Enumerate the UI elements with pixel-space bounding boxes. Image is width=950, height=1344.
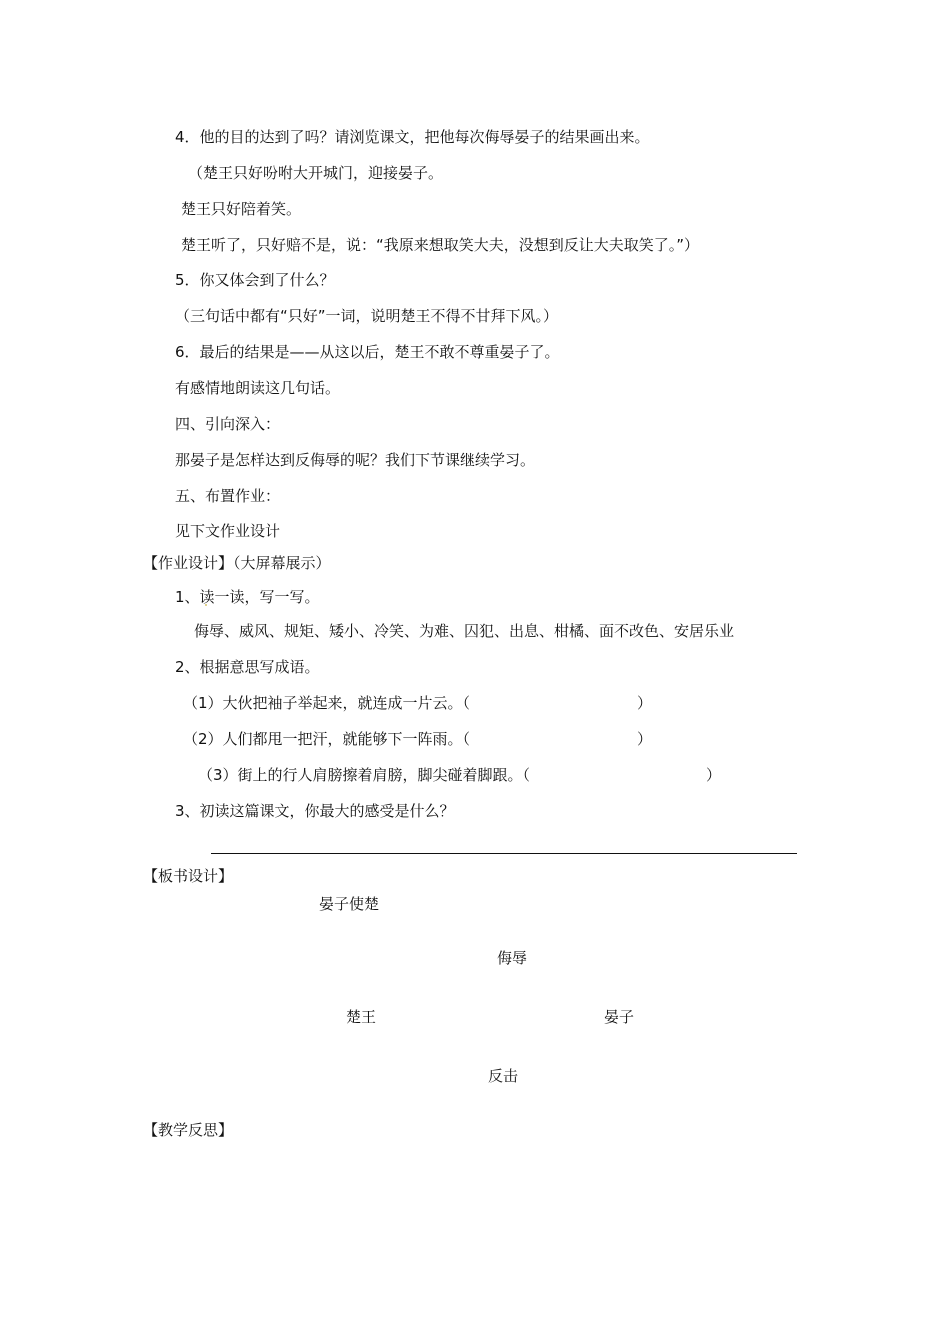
homework-q2-1: （1）大伙把袖子举起来，就连成一片云。（ [183,694,471,712]
answer-line [211,853,797,854]
text-line: 4．他的目的达到了吗？请浏览课文，把他每次侮辱晏子的结果画出来。 [175,128,650,146]
board-heading: 【板书设计】 [143,867,234,885]
board-yanzi: 晏子 [604,1008,635,1026]
homework-heading: 【作业设计】（大屏幕展示） [143,554,331,572]
board-title: 晏子使楚 [319,895,380,913]
board-insult: 侮辱 [497,949,528,967]
board-counter: 反击 [488,1067,519,1085]
text-line: 6．最后的结果是——从这以后，楚王不敢不尊重晏子了。 [175,343,560,361]
text-line: 楚王听了，只好赔不是，说：“我原来想取笑大夫，没想到反让大夫取笑了。”） [181,236,700,254]
answer-close-paren: ） [706,766,722,784]
text-line: 有感情地朗读这几句话。 [175,379,341,397]
text-line: 那晏子是怎样达到反侮辱的呢？我们下节课继续学习。 [175,451,536,469]
section-heading: 四、引向深入： [175,415,281,433]
answer-close-paren: ） [637,730,653,748]
text-line: 5．你又体会到了什么？ [175,271,335,289]
homework-q2-2: （2）人们都甩一把汗，就能够下一阵雨。（ [183,730,471,748]
vocab-list: 侮辱、威风、规矩、矮小、冷笑、为难、囚犯、出息、柑橘、面不改色、安居乐业 [194,622,735,640]
text-line: （三句话中都有“只好”一词，说明楚王不得不甘拜下风。） [175,307,559,325]
text-line: （楚王只好吩咐大开城门，迎接晏子。 [188,164,444,182]
reflection-heading: 【教学反思】 [143,1121,234,1139]
section-heading: 五、布置作业： [175,487,281,505]
homework-q2: 2、根据意思写成语。 [175,658,320,676]
homework-q3: 3、初读这篇课文，你最大的感受是什么？ [175,802,455,820]
board-chu-king: 楚王 [346,1008,377,1026]
text-line: 见下文作业设计 [175,522,281,540]
answer-close-paren: ） [637,694,653,712]
homework-q2-3: （3）街上的行人肩膀擦着肩膀，脚尖碰着脚跟。（ [198,766,531,784]
homework-q1: 1、读一读，写一写。 [175,588,320,606]
text-line: 楚王只好陪着笑。 [181,200,302,218]
